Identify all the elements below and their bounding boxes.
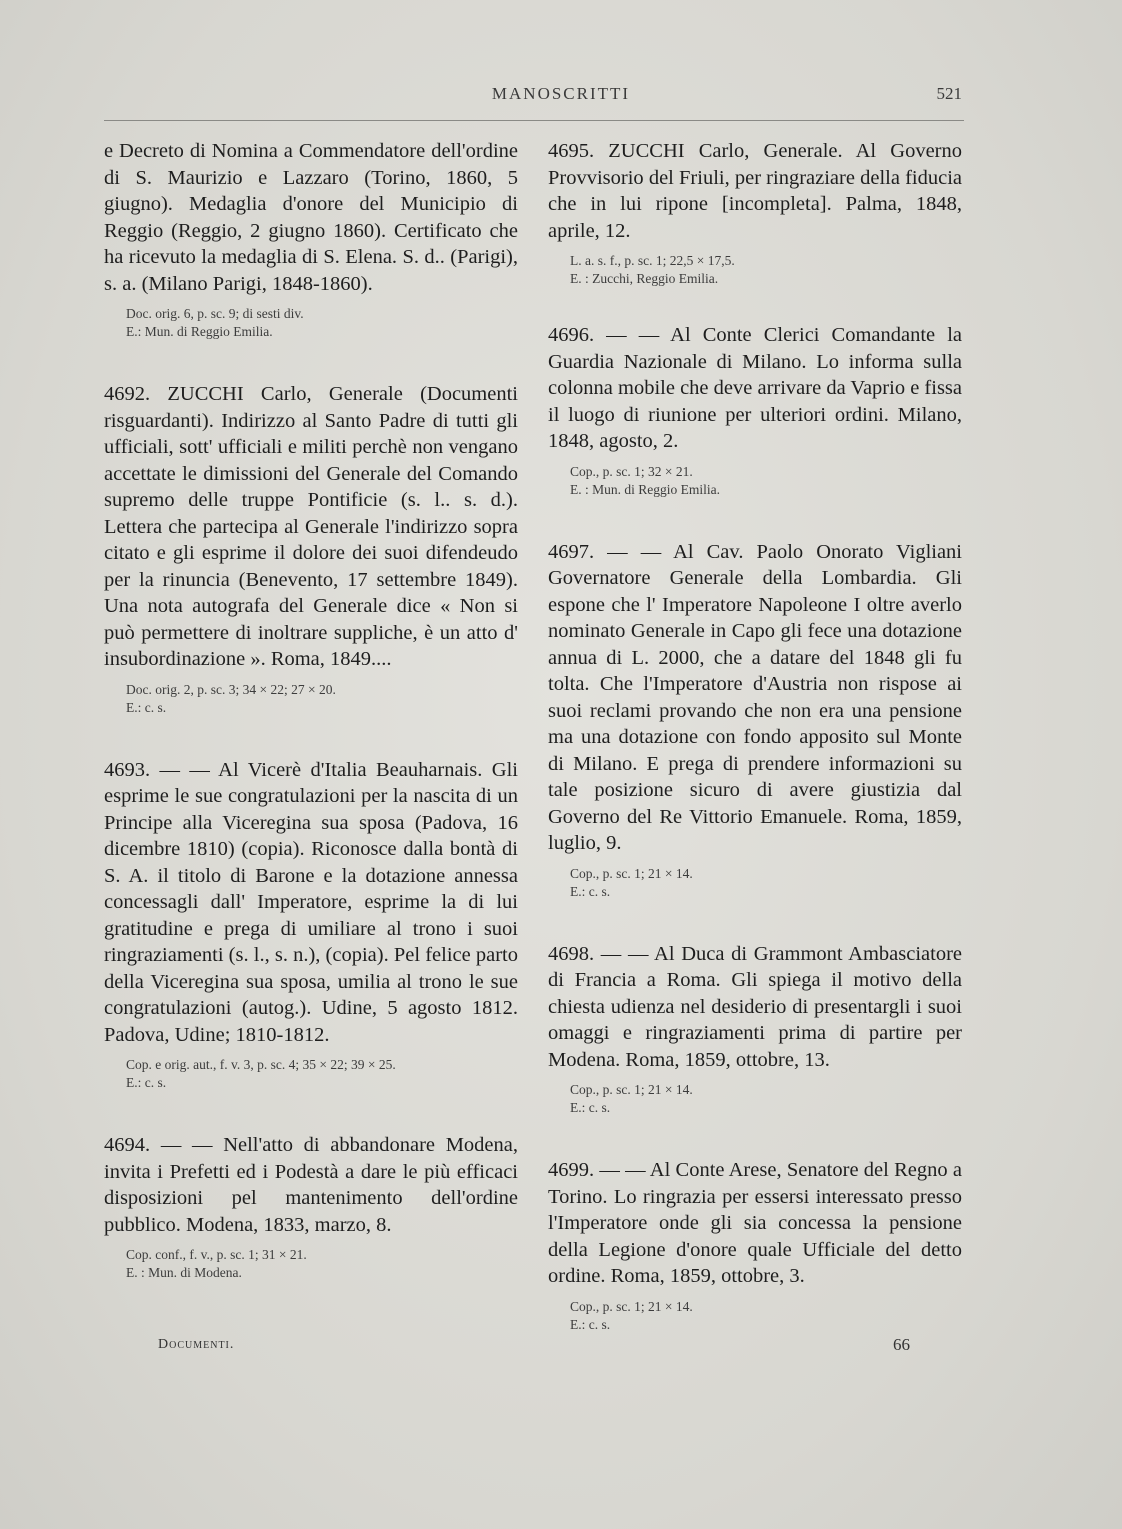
- reference-line: E. : Mun. di Modena.: [126, 1265, 242, 1280]
- signature-mark: Documenti.: [158, 1337, 235, 1352]
- entry-text: 4695. ZUCCHI Carlo, Generale. Al Governo Provvisorio del Friuli, per ringraziare della fiducia che in lui ripone [incompleta]. Palma, 1848, aprile, 12.: [548, 140, 962, 242]
- page-number: 521: [936, 84, 962, 103]
- running-header: MANOSCRITTI: [491, 84, 631, 103]
- reference-line: L. a. s. f., p. sc. 1; 22,5 × 17,5.: [570, 253, 735, 268]
- reference-line: E.: Mun. di Reggio Emilia.: [126, 324, 273, 339]
- entry-reference: [104, 1056, 518, 1092]
- entry-reference: [104, 1246, 518, 1282]
- entry-text: 4696. — — Al Conte Clerici Comandante la Guardia Nazionale di Milano. Lo informa sulla colonna mobile che deve arrivare da Vaprio e fissa il luogo di riunione per ulteriori ordini. Milano, 1848, agosto, 2.: [548, 324, 963, 452]
- entry-4694: [104, 1132, 518, 1282]
- entry-reference: [548, 463, 962, 499]
- reference-line: Cop., p. sc. 1; 21 × 14.: [570, 1082, 693, 1097]
- reference-line: Cop. e orig. aut., f. v. 3, p. sc. 4; 35 × 22; 39 × 25.: [126, 1057, 396, 1072]
- sheet-number: 66: [893, 1335, 910, 1354]
- entry-text: 4694. — — Nell'atto di abbandonare Modena, invita i Prefetti ed i Podestà a dare le più efficaci disposizioni pel mantenimento dell'ordine pubblico. Modena, 1833, marzo, 8.: [104, 1134, 518, 1236]
- reference-line: E.: c. s.: [570, 883, 611, 899]
- reference-line: E.: c. s.: [126, 699, 167, 715]
- entry-reference: [548, 865, 962, 901]
- header-rule: [104, 120, 964, 121]
- reference-line: Cop. conf., f. v., p. sc. 1; 31 × 21.: [126, 1247, 307, 1262]
- entry-reference: [548, 1081, 962, 1117]
- entry-text: 4697. — — Al Cav. Paolo Onorato Vigliani Governatore Generale della Lombardia. Gli espone che l' Imperatore Napoleone I oltre averlo nominato Generale in Capo gli fece una dotazione annua di L. 2000, che a datare del 1848 gli fu tolta. Che l'Imperatore d'Austria non rispose ai suoi reclami provando che non era una pensione ma una dotazione con fondo apposito sul Monte di Milano. E prega di prendere informazioni su tale posizione sicuro di avere giustizia dal Governo del Re Vittorio Emanuele. Roma, 1859, luglio, 9.: [548, 540, 962, 854]
- reference-line: Doc. orig. 6, p. sc. 9; di sesti div.: [126, 306, 304, 321]
- reference-line: E. : Zucchi, Reggio Emilia.: [570, 271, 719, 286]
- left-column: [104, 138, 518, 1282]
- entry-text: e Decreto di Nomina a Commendatore dell'ordine di S. Maurizio e Lazzaro (Torino, 1860, 5 giugno). Medaglia d'onore del Municipio di Reggio (Reggio, 2 giugno 1860). Certificato che ha ricevuto la medaglia di S. Elena. S. d.. (Parigi), s. a. (Milano Parigi, 1848-1860).: [104, 140, 518, 295]
- entry-text: 4699. — — Al Conte Arese, Senatore del Regno a Torino. Lo ringrazia per essersi interessato presso l'Imperatore onde gli sia concessa la pensione della Legione d'onore quale Ufficiale del detto ordine. Roma, 1859, ottobre, 3.: [548, 1159, 962, 1287]
- entry-text: 4698. — — Al Duca di Grammont Ambasciatore di Francia a Roma. Gli spiega il motivo della chiesta udienza nel desiderio di presentargli i suoi omaggi e ringraziamenti prima di partire per Modena. Roma, 1859, ottobre, 13.: [548, 942, 962, 1071]
- entry-4697: [548, 539, 962, 901]
- entry-text: 4692. ZUCCHI Carlo, Generale (Documenti risguardanti). Indirizzo al Santo Padre di tutti gli ufficiali, sott' ufficiali e militi perchè non vengano accettate le dimissioni del Generale del Comando supremo delle truppe Pontificie (s. l.. s. d.). Lettera che partecipa al Generale l'indirizzo sopra citato e gli esprime il dolore dei suoi difendeudo per la rinuncia (Benevento, 17 settembre 1849). Una nota autografa del Generale dice « Non si può permettere di inoltrare suppliche, è un atto d' insubordinazione ». Roma, 1849....: [104, 383, 518, 670]
- right-column: [548, 138, 962, 1334]
- entry-4695: [548, 138, 962, 288]
- entry-reference: [548, 252, 962, 288]
- reference-line: Doc. orig. 2, p. sc. 3; 34 × 22; 27 × 20.: [126, 681, 336, 697]
- reference-line: Cop., p. sc. 1; 21 × 14.: [570, 1298, 693, 1314]
- entry-reference: [104, 305, 518, 341]
- entry-4692: [104, 381, 518, 717]
- entry-4698: [548, 941, 962, 1118]
- reference-line: E.: c. s.: [570, 1100, 611, 1115]
- reference-line: Cop., p. sc. 1; 32 × 21.: [570, 463, 693, 479]
- entry-reference: [104, 681, 518, 717]
- reference-line: E. : Mun. di Reggio Emilia.: [570, 481, 720, 497]
- entry-continuation: [104, 138, 518, 341]
- entry-4696: [548, 322, 962, 499]
- entry-reference: [548, 1298, 962, 1334]
- entry-text: 4693. — — Al Vicerè d'Italia Beauharnais. Gli esprime le sue congratulazioni per la nascita di un Principe alla Viceregina sua sposa (Padova, 16 dicembre 1810) (copia). Riconosce dalla bontà di S. A. il titolo di Barone e la dotazione annessa concessagli dall' Imperatore, esprime la di lui gratitudine e prega di umiliare al trono i suoi ringraziamenti (s. l., s. n.), (copia). Pel felice parto della Viceregina sua sposa, umilia al trono le sue congratulazioni (autog.). Udine, 5 agosto 1812. Padova, Udine; 1810-1812.: [104, 758, 518, 1046]
- reference-line: Cop., p. sc. 1; 21 × 14.: [570, 865, 693, 881]
- reference-line: E.: c. s.: [570, 1316, 611, 1332]
- entry-4693: [104, 757, 518, 1093]
- reference-line: E.: c. s.: [126, 1075, 167, 1090]
- entry-4699: [548, 1157, 962, 1334]
